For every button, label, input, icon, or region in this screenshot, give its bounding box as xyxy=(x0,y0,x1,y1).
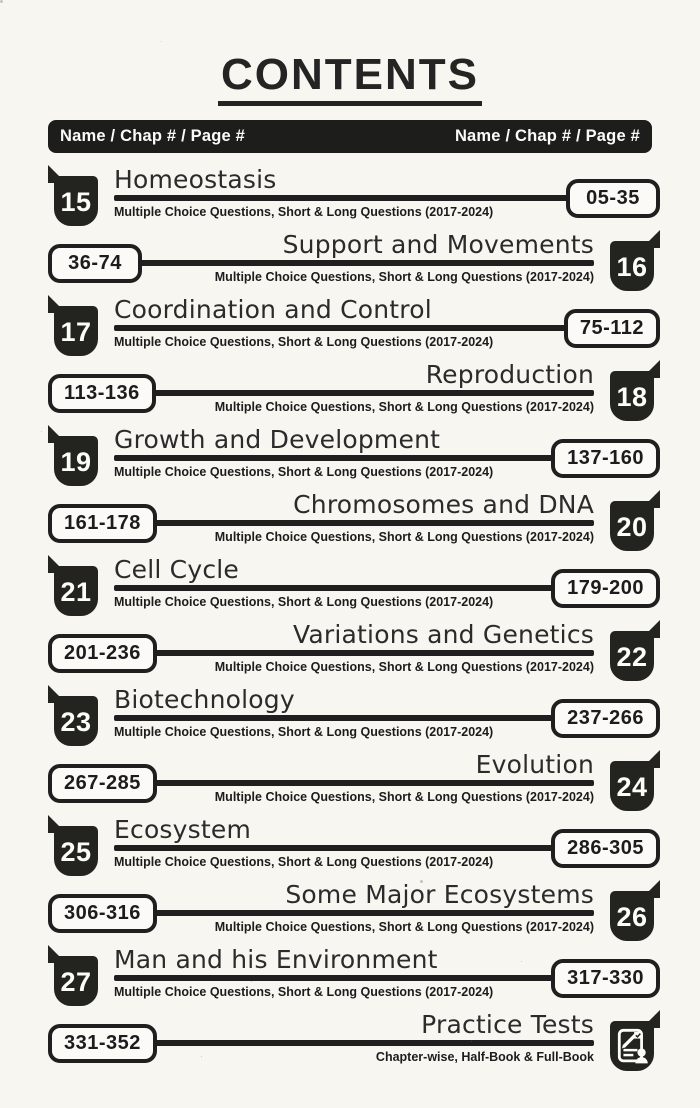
chapter-badge xyxy=(48,945,98,1006)
chapter-title: Variations and Genetics xyxy=(293,620,594,650)
badge-body xyxy=(54,566,98,616)
chapter-title: Coordination and Control xyxy=(114,295,432,325)
chapter-entry xyxy=(145,878,594,935)
chapter-subtitle: Multiple Choice Questions, Short & Long Questions (2017-2024) xyxy=(114,205,494,220)
chapter-title: Practice Tests xyxy=(421,1010,594,1040)
chapter-subtitle: Multiple Choice Questions, Short & Long Questions (2017-2024) xyxy=(214,920,594,935)
toc-row xyxy=(48,228,660,292)
chapter-badge xyxy=(610,230,660,291)
chapter-number: 20 xyxy=(616,511,648,542)
divider-rule xyxy=(144,390,594,396)
chapter-subtitle: Multiple Choice Questions, Short & Long Questions (2017-2024) xyxy=(214,790,594,805)
chapter-entry xyxy=(114,813,563,870)
chapter-subtitle: Multiple Choice Questions, Short & Long Questions (2017-2024) xyxy=(114,335,494,350)
page-range-badge: 161-178 xyxy=(48,504,157,543)
chapter-number: 21 xyxy=(60,576,92,607)
page-range-badge: 286-305 xyxy=(551,829,660,868)
chapter-badge xyxy=(48,685,98,746)
toc-row xyxy=(48,1008,660,1072)
column-header-left: Name / Chap # / Page # xyxy=(60,127,246,146)
chapter-number: 19 xyxy=(60,446,92,477)
toc-row xyxy=(48,553,660,617)
divider-rule xyxy=(114,195,578,201)
badge-body xyxy=(54,956,98,1006)
divider-rule xyxy=(114,715,563,721)
chapter-title: Evolution xyxy=(475,750,594,780)
chapter-subtitle: Multiple Choice Questions, Short & Long Questions (2017-2024) xyxy=(214,660,594,675)
toc-row xyxy=(48,878,660,942)
chapter-title: Ecosystem xyxy=(114,815,252,845)
scan-noise xyxy=(0,0,3,3)
page-range-badge: 36-74 xyxy=(48,244,142,283)
page-range-badge: 306-316 xyxy=(48,894,157,933)
page-range-badge: 317-330 xyxy=(551,959,660,998)
chapter-title: Biotechnology xyxy=(114,685,295,715)
chapter-entry xyxy=(114,553,563,610)
chapter-title: Chromosomes and DNA xyxy=(293,490,594,520)
chapter-entry xyxy=(114,163,578,220)
badge-body xyxy=(610,891,654,941)
toc-row xyxy=(48,618,660,682)
chapter-number: 27 xyxy=(60,966,92,997)
toc-row xyxy=(48,683,660,747)
divider-rule xyxy=(145,910,594,916)
divider-rule xyxy=(114,325,576,331)
chapter-title: Some Major Ecosystems xyxy=(285,880,594,910)
toc-row xyxy=(48,813,660,877)
chapter-subtitle: Multiple Choice Questions, Short & Long Questions (2017-2024) xyxy=(114,595,494,610)
badge-body xyxy=(610,501,654,551)
chapter-number: 24 xyxy=(616,771,648,802)
chapter-subtitle: Multiple Choice Questions, Short & Long Questions (2017-2024) xyxy=(114,985,494,1000)
chapter-number: 18 xyxy=(616,381,648,412)
divider-rule xyxy=(114,845,563,851)
chapter-number: 15 xyxy=(60,186,92,217)
chapter-number: 23 xyxy=(60,706,92,737)
chapter-entry xyxy=(114,423,563,480)
chapter-badge xyxy=(610,750,660,811)
column-header-bar xyxy=(49,121,651,152)
toc-row xyxy=(48,488,660,552)
badge-body xyxy=(54,176,98,226)
divider-rule xyxy=(145,650,594,656)
title-area xyxy=(0,0,700,106)
practice-tests-badge xyxy=(610,1010,660,1071)
toc-row xyxy=(48,943,660,1007)
page-range-badge: 331-352 xyxy=(48,1024,157,1063)
chapter-badge xyxy=(610,490,660,551)
chapter-subtitle: Chapter-wise, Half-Book & Full-Book xyxy=(375,1050,594,1065)
chapter-badge xyxy=(48,165,98,226)
divider-rule xyxy=(114,585,563,591)
chapter-subtitle: Multiple Choice Questions, Short & Long Questions (2017-2024) xyxy=(214,400,594,415)
chapter-title: Growth and Development xyxy=(114,425,441,455)
toc-row xyxy=(48,748,660,812)
badge-body xyxy=(54,696,98,746)
chapter-number: 16 xyxy=(616,251,648,282)
page-range-badge: 05-35 xyxy=(566,179,660,218)
badge-body xyxy=(610,371,654,421)
chapter-number: 26 xyxy=(616,901,648,932)
chapter-entry xyxy=(145,1008,594,1065)
chapter-badge xyxy=(48,295,98,356)
badge-body xyxy=(610,241,654,291)
divider-rule xyxy=(130,260,594,266)
chapter-title: Man and his Environment xyxy=(114,945,438,975)
chapter-entry xyxy=(144,358,594,415)
page-range-badge: 237-266 xyxy=(551,699,660,738)
page-range-badge: 75-112 xyxy=(564,309,660,348)
chapter-title: Cell Cycle xyxy=(114,555,239,585)
chapter-title: Homeostasis xyxy=(114,165,277,195)
badge-body xyxy=(54,436,98,486)
chapter-subtitle: Multiple Choice Questions, Short & Long Questions (2017-2024) xyxy=(214,530,594,545)
chapter-entry xyxy=(145,488,594,545)
practice-tests-icon xyxy=(616,1026,649,1066)
page-range-badge: 137-160 xyxy=(551,439,660,478)
page-title: CONTENTS xyxy=(218,52,482,106)
badge-body xyxy=(54,826,98,876)
toc-row xyxy=(48,163,660,227)
badge-body xyxy=(610,631,654,681)
divider-rule xyxy=(114,975,563,981)
chapter-subtitle: Multiple Choice Questions, Short & Long Questions (2017-2024) xyxy=(214,270,594,285)
chapter-number: 25 xyxy=(60,836,92,867)
chapter-entry xyxy=(145,618,594,675)
page-range-badge: 201-236 xyxy=(48,634,157,673)
chapter-subtitle: Multiple Choice Questions, Short & Long Questions (2017-2024) xyxy=(114,465,494,480)
chapter-title: Reproduction xyxy=(425,360,594,390)
chapter-badge xyxy=(610,360,660,421)
chapter-entry xyxy=(145,748,594,805)
divider-rule xyxy=(145,1040,594,1046)
toc-rows xyxy=(0,163,700,1072)
badge-body xyxy=(610,1021,654,1071)
chapter-number: 17 xyxy=(60,316,92,347)
chapter-number: 22 xyxy=(616,641,648,672)
page-range-badge: 113-136 xyxy=(48,374,156,413)
chapter-entry xyxy=(114,683,563,740)
chapter-badge xyxy=(610,880,660,941)
page-range-badge: 179-200 xyxy=(551,569,660,608)
chapter-subtitle: Multiple Choice Questions, Short & Long Questions (2017-2024) xyxy=(114,725,494,740)
toc-row xyxy=(48,293,660,357)
chapter-title: Support and Movements xyxy=(282,230,594,260)
chapter-subtitle: Multiple Choice Questions, Short & Long Questions (2017-2024) xyxy=(114,855,494,870)
badge-body xyxy=(54,306,98,356)
chapter-badge xyxy=(48,815,98,876)
divider-rule xyxy=(114,455,563,461)
page-range-badge: 267-285 xyxy=(48,764,157,803)
toc-row xyxy=(48,358,660,422)
chapter-badge xyxy=(48,425,98,486)
chapter-entry xyxy=(114,293,576,350)
chapter-badge xyxy=(610,620,660,681)
badge-body xyxy=(610,761,654,811)
divider-rule xyxy=(145,780,594,786)
divider-rule xyxy=(145,520,594,526)
chapter-entry xyxy=(114,943,563,1000)
toc-row xyxy=(48,423,660,487)
chapter-badge xyxy=(48,555,98,616)
chapter-entry xyxy=(130,228,594,285)
column-header-right: Name / Chap # / Page # xyxy=(454,127,640,146)
